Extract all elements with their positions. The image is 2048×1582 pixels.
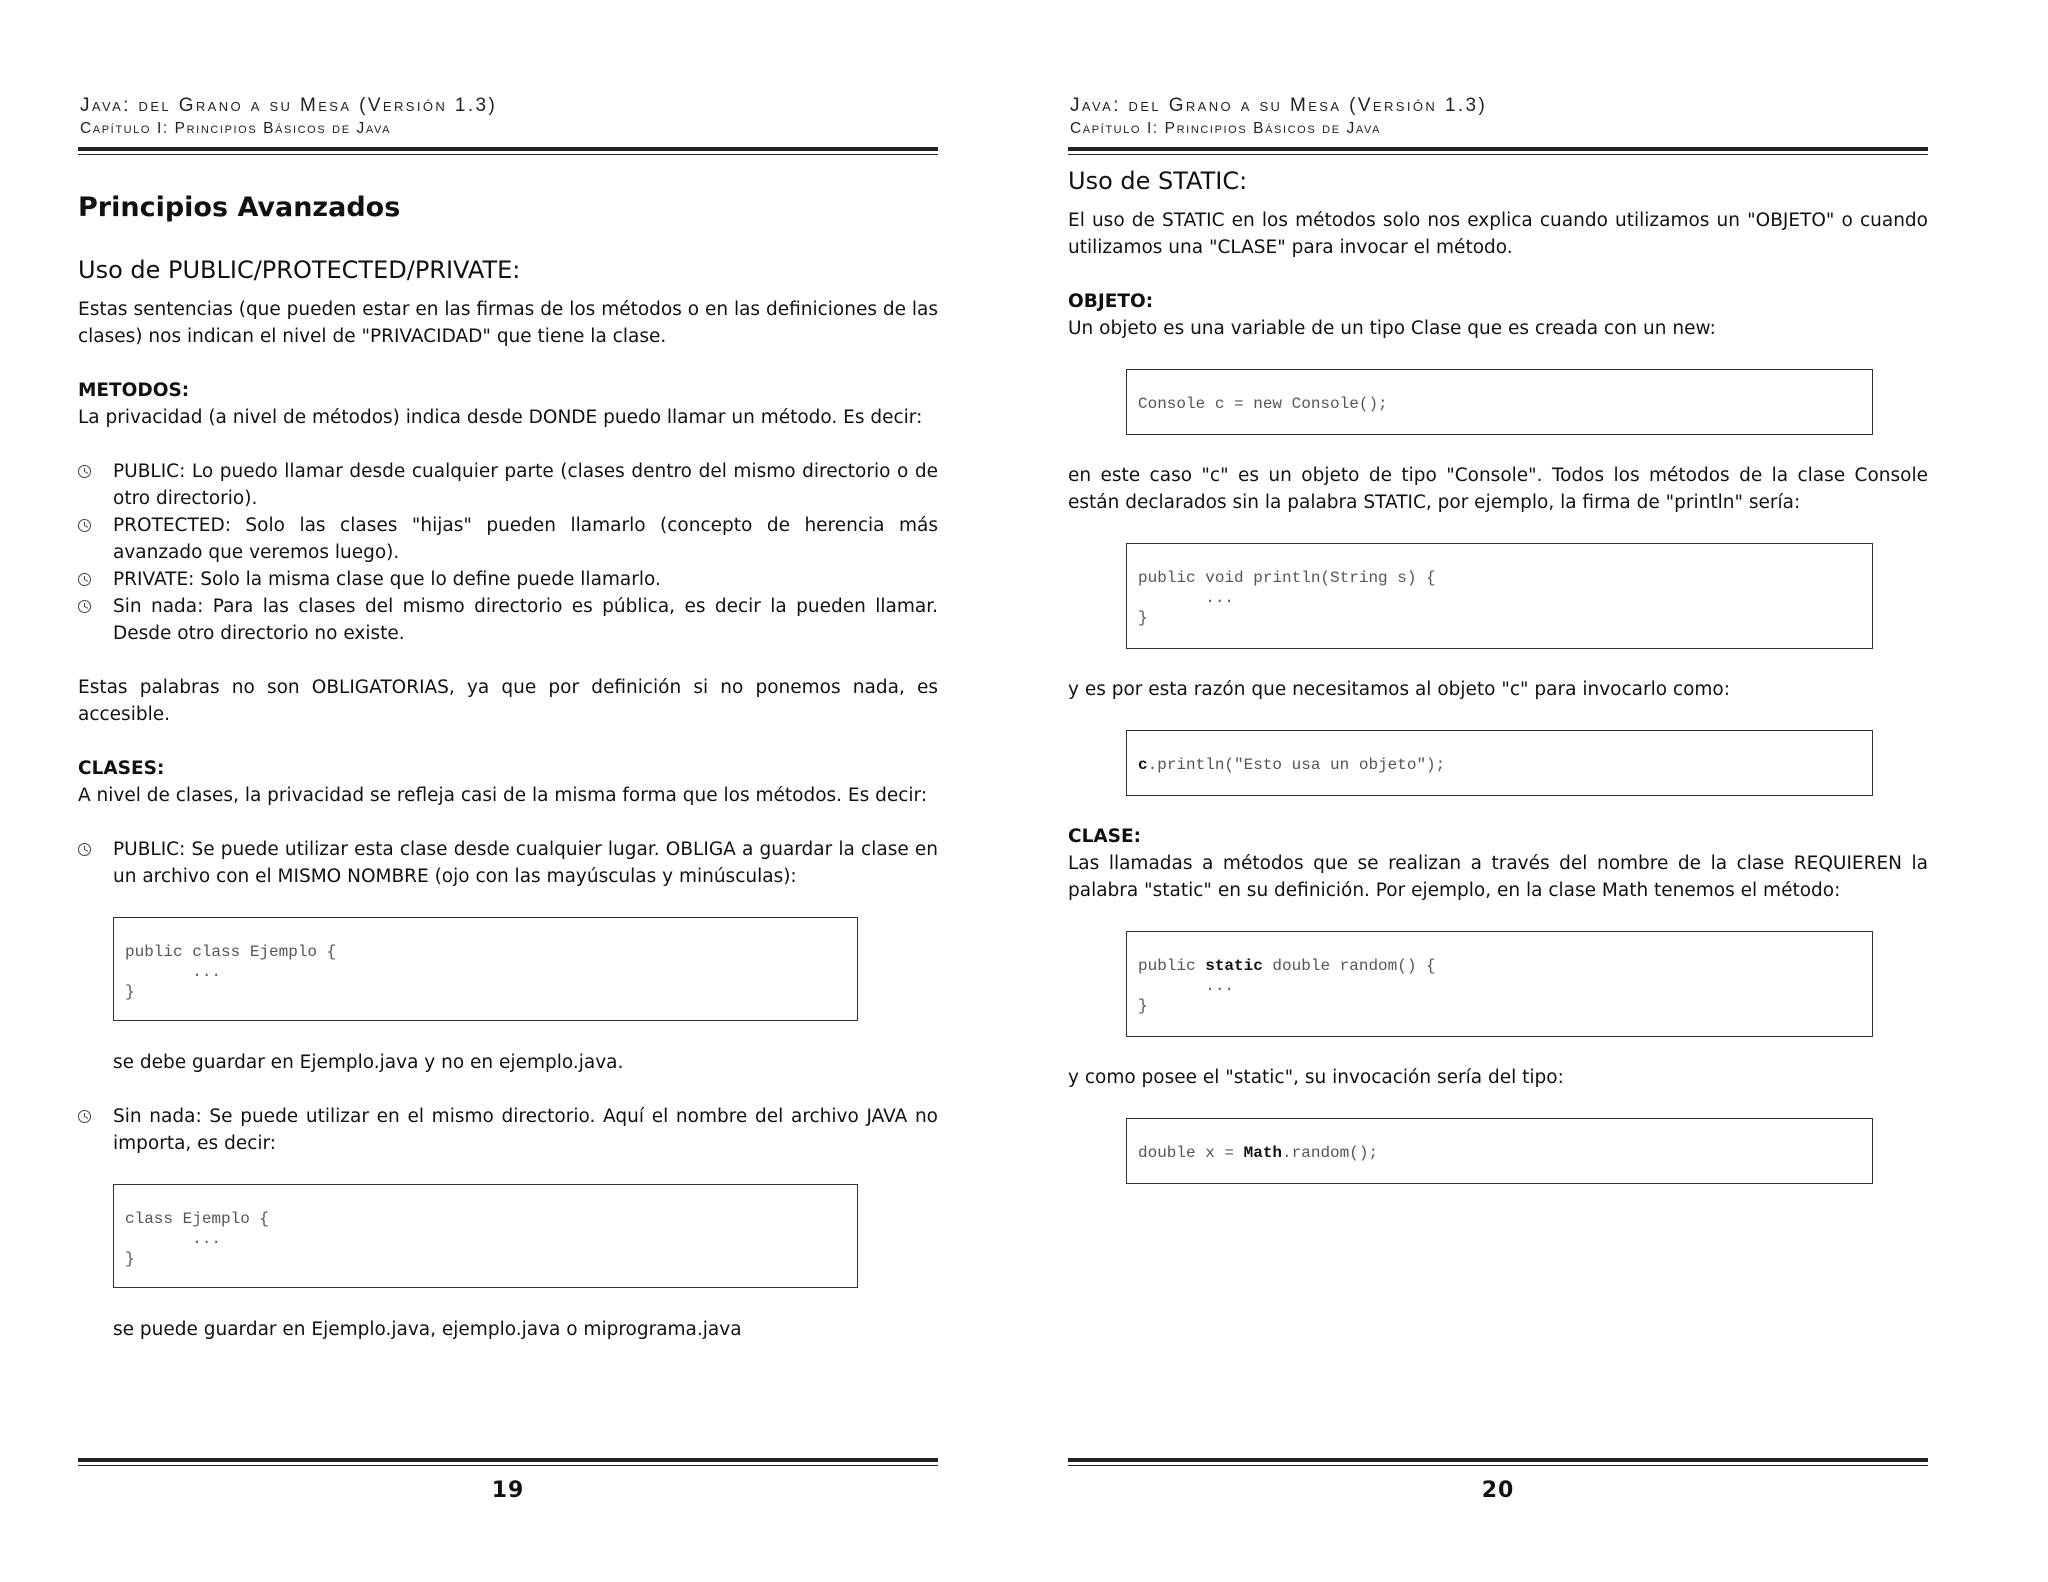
page-number: 20 <box>1481 1478 1515 1503</box>
clock-bullet-icon <box>78 843 91 856</box>
clock-bullet-icon <box>78 600 91 613</box>
header-rule <box>78 147 938 155</box>
nothing-note: se puede guardar en Ejemplo.java, ejemplo.java o miprograma.java <box>113 1319 742 1340</box>
page-number: 19 <box>491 1478 525 1503</box>
clock-bullet-icon <box>78 465 91 478</box>
code-block-math: double x = Math.random(); <box>1126 1118 1873 1184</box>
list-item: Sin nada: Se puede utilizar en el mismo directorio. Aquí el nombre del archivo JAVA no importa, es decir: <box>78 1103 938 1157</box>
list-item: PUBLIC: Se puede utilizar esta clase desde cualquier lugar. OBLIGA a guardar la clase en un archivo con el MISMO NOMBRE (ojo con las mayúsculas y minúsculas): <box>78 836 938 890</box>
public-note: se debe guardar en Ejemplo.java y no en ejemplo.java. <box>113 1052 624 1073</box>
code-block-public-class: public class Ejemplo { ... } <box>113 917 858 1021</box>
console-explain: en este caso "c" es un objeto de tipo "Console". Todos los métodos de la clase Console están declarados sin la palabra STATIC, por ejemplo, la firma de "println" sería: <box>1068 465 1928 513</box>
methods-intro: La privacidad (a nivel de métodos) indica desde DONDE puedo llamar un método. Es decir: <box>78 407 923 428</box>
object-label: OBJETO: <box>1068 291 1154 312</box>
subsection-title: Uso de PUBLIC/PROTECTED/PRIVATE: <box>78 256 521 284</box>
list-item: PRIVATE: Solo la misma clase que lo define puede llamarlo. <box>78 566 938 593</box>
code-block-println: public void println(String s) { ... } <box>1126 543 1873 649</box>
code-block-console: Console c = new Console(); <box>1126 369 1873 435</box>
section-title: Principios Avanzados <box>78 192 401 223</box>
list-item: Sin nada: Para las clases del mismo directorio es pública, es decir la pueden llamar. Desde otro directorio no existe. <box>78 593 938 647</box>
right-body <box>1068 165 1928 1184</box>
classes-intro: A nivel de clases, la privacidad se refleja casi de la misma forma que los métodos. Es decir: <box>78 785 928 806</box>
methods-label: METODOS: <box>78 380 190 401</box>
object-intro: Un objeto es una variable de un tipo Clase que es creada con un new: <box>1068 318 1716 339</box>
classes-list-nothing <box>78 1103 938 1157</box>
static-intro: El uso de STATIC en los métodos solo nos explica cuando utilizamos un "OBJETO" o cuando utilizamos una "CLASE" para invocar el método. <box>1068 210 1928 258</box>
class-label: CLASE: <box>1068 826 1142 847</box>
classes-label: CLASES: <box>78 758 165 779</box>
methods-list <box>78 458 938 647</box>
footer-rule <box>78 1458 938 1466</box>
page-left <box>78 0 938 1582</box>
clock-bullet-icon <box>78 1110 91 1123</box>
code-block-random: public static double random() { ... } <box>1126 931 1873 1037</box>
code-block-call: c.println("Esto usa un objeto"); <box>1126 730 1873 796</box>
code-block-class: class Ejemplo { ... } <box>113 1184 858 1288</box>
class-intro: Las llamadas a métodos que se realizan a través del nombre de la clase REQUIEREN la palabra "static" en su definición. Por ejemplo, en la clase Math tenemos el método: <box>1068 853 1928 901</box>
running-title: Java: del Grano a su Mesa (Versión 1.3) <box>80 95 498 116</box>
subsection-title: Uso de STATIC: <box>1068 167 1248 195</box>
need-object-paragraph: y es por esta razón que necesitamos al objeto "c" para invocarlo como: <box>1068 679 1730 700</box>
left-body <box>78 190 938 1343</box>
not-mandatory-paragraph: Estas palabras no son OBLIGATORIAS, ya que por definición si no ponemos nada, es accesible. <box>78 677 938 725</box>
clock-bullet-icon <box>78 519 91 532</box>
clock-bullet-icon <box>78 573 91 586</box>
header-rule <box>1068 147 1928 155</box>
classes-list-public <box>78 836 938 890</box>
running-title: Java: del Grano a su Mesa (Versión 1.3) <box>1070 95 1488 116</box>
list-item: PROTECTED: Solo las clases "hijas" pueden llamarlo (concepto de herencia más avanzado que veremos luego). <box>78 512 938 566</box>
running-chapter: Capítulo I: Principios Básicos de Java <box>80 120 392 137</box>
page-right <box>1068 0 1928 1582</box>
intro-paragraph: Estas sentencias (que pueden estar en las firmas de los métodos o en las definiciones de las clases) nos indican el nivel de "PRIVACIDAD" que tiene la clase. <box>78 299 938 347</box>
static-call-paragraph: y como posee el "static", su invocación sería del tipo: <box>1068 1067 1564 1088</box>
footer-rule <box>1068 1458 1928 1466</box>
list-item: PUBLIC: Lo puedo llamar desde cualquier parte (clases dentro del mismo directorio o de otro directorio). <box>78 458 938 512</box>
running-chapter: Capítulo I: Principios Básicos de Java <box>1070 120 1382 137</box>
